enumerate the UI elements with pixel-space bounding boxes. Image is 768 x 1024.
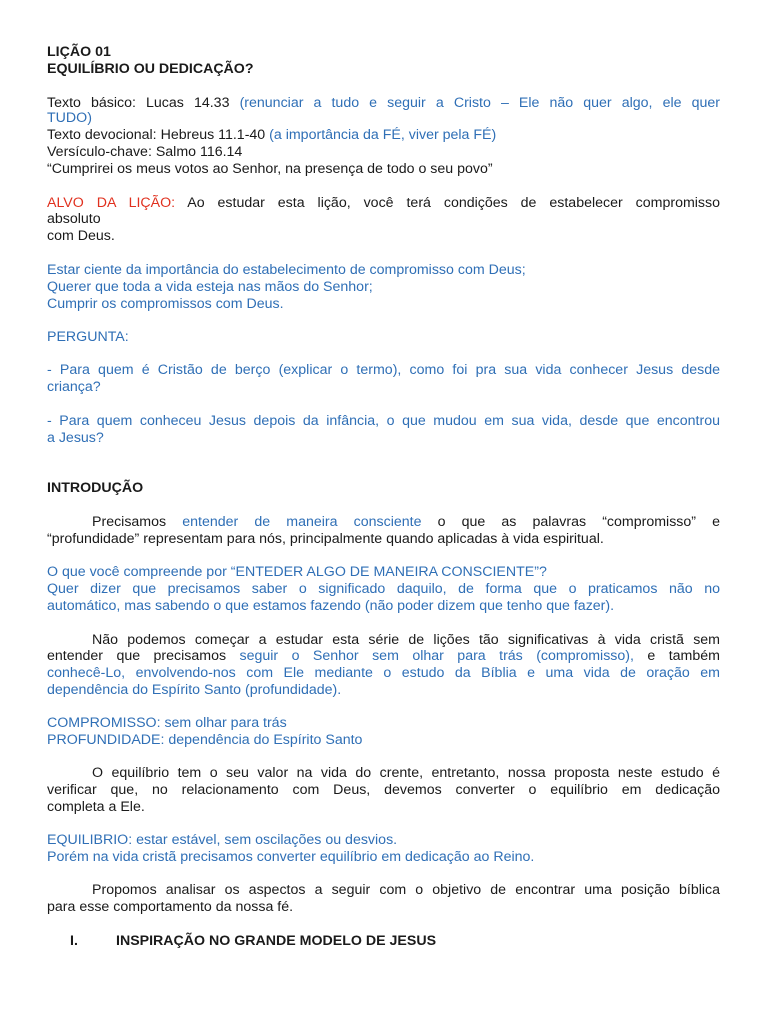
devotional-note: (a importância da FÉ, viver pela FÉ) xyxy=(269,127,497,143)
devotional-label: Texto devocional: Hebreus 11.1-40 xyxy=(47,127,266,143)
goal-item: Estar ciente da importância do estabelecimento de compromisso com Deus; xyxy=(47,262,526,278)
question-1: - Para quem é Cristão de berço (explicar o termo), como foi pra sua vida conhecer Jesus desde xyxy=(47,362,720,378)
equilibrio-definition: EQUILIBRIO: estar estável, sem oscilações ou desvios. xyxy=(47,832,398,848)
section-number: I. xyxy=(70,933,78,949)
basic-text-note-cont: TUDO) xyxy=(47,110,92,126)
question-2-cont: a Jesus? xyxy=(47,430,104,446)
lesson-number: LIÇÃO 01 xyxy=(47,44,111,60)
intro-paragraph-2-line2 xyxy=(47,648,720,665)
goal-text-cont: absoluto xyxy=(47,211,101,227)
p1-text-a: Precisamos xyxy=(92,514,167,530)
intro-paragraph-1-cont: “profundidade” representam para nós, principalmente quando aplicadas à vida espiritual. xyxy=(47,531,604,547)
definition-compromisso: COMPROMISSO: sem olhar para trás xyxy=(47,715,287,731)
goal-text: Ao estudar esta lição, você terá condições de estabelecer compromisso xyxy=(187,195,721,211)
basic-text-label: Texto básico: Lucas 14.33 xyxy=(47,95,230,111)
definition-profundidade: PROFUNDIDADE: dependência do Espírito Santo xyxy=(47,732,363,748)
intro-paragraph-2-line4: dependência do Espírito Santo (profundidade). xyxy=(47,682,342,698)
key-verse: Versículo-chave: Salmo 116.14 xyxy=(47,144,243,160)
intro-heading: INTRODUÇÃO xyxy=(47,480,144,496)
lesson-title: EQUILÍBRIO OU DEDICAÇÃO? xyxy=(47,61,254,77)
intro-paragraph-3-line3: completa a Ele. xyxy=(47,799,145,815)
devotional-text-line xyxy=(47,127,720,144)
intro-question: O que você compreende por “ENTEDER ALGO DE MANEIRA CONSCIENTE”? xyxy=(47,564,547,580)
intro-paragraph-3-line2: verificar que, no relacionamento com Deus, devemos converter o equilíbrio em dedicação xyxy=(47,782,720,798)
question-1-cont: criança? xyxy=(47,379,101,395)
intro-paragraph-3: O equilíbrio tem o seu valor na vida do crente, entretanto, nossa proposta neste estudo é xyxy=(92,765,720,781)
intro-paragraph-2: Não podemos começar a estudar esta série de lições tão significativas à vida cristã sem xyxy=(92,632,720,648)
p2-text-a: entender que precisamos xyxy=(47,648,227,664)
goal-text-end: com Deus. xyxy=(47,228,115,244)
intro-answer: Quer dizer que precisamos saber o significado daquilo, de forma que o praticamos não no xyxy=(47,581,720,597)
intro-paragraph-2-line3: conhecê-Lo, envolvendo-nos com Ele mediante o estudo da Bíblia e uma vida de oração em xyxy=(47,665,720,681)
question-2: - Para quem conheceu Jesus depois da infância, o que mudou em sua vida, desde que encontrou xyxy=(47,413,720,429)
p2-highlight: seguir o Senhor sem olhar para trás (compromisso), xyxy=(239,648,634,664)
equilibrio-note: Porém na vida cristã precisamos converter equilíbrio em dedicação ao Reino. xyxy=(47,849,535,865)
goal-line xyxy=(47,195,720,212)
basic-text-note: (renunciar a tudo e seguir a Cristo – Ele não quer algo, ele quer xyxy=(239,95,720,111)
intro-answer-cont: automático, mas sabendo o que estamos fazendo (não poder dizem que tenho que fazer). xyxy=(47,598,615,614)
goal-item: Cumprir os compromissos com Deus. xyxy=(47,296,284,312)
intro-paragraph-4: Propomos analisar os aspectos a seguir com o objetivo de encontrar uma posição bíblica xyxy=(92,882,720,898)
question-heading: PERGUNTA: xyxy=(47,329,129,345)
goal-label: ALVO DA LIÇÃO: xyxy=(47,195,176,211)
p1-highlight: entender de maneira consciente xyxy=(182,514,422,530)
p2-text-c: e também xyxy=(647,648,720,664)
intro-paragraph-4-line2: para esse comportamento da nossa fé. xyxy=(47,899,294,915)
intro-paragraph-1 xyxy=(47,514,720,531)
key-verse-quote: “Cumprirei os meus votos ao Senhor, na presença de todo o seu povo” xyxy=(47,161,493,177)
goal-item: Querer que toda a vida esteja nas mãos do Senhor; xyxy=(47,279,373,295)
p1-text-c: o que as palavras “compromisso” e xyxy=(437,514,721,530)
section-title: INSPIRAÇÃO NO GRANDE MODELO DE JESUS xyxy=(116,933,437,949)
